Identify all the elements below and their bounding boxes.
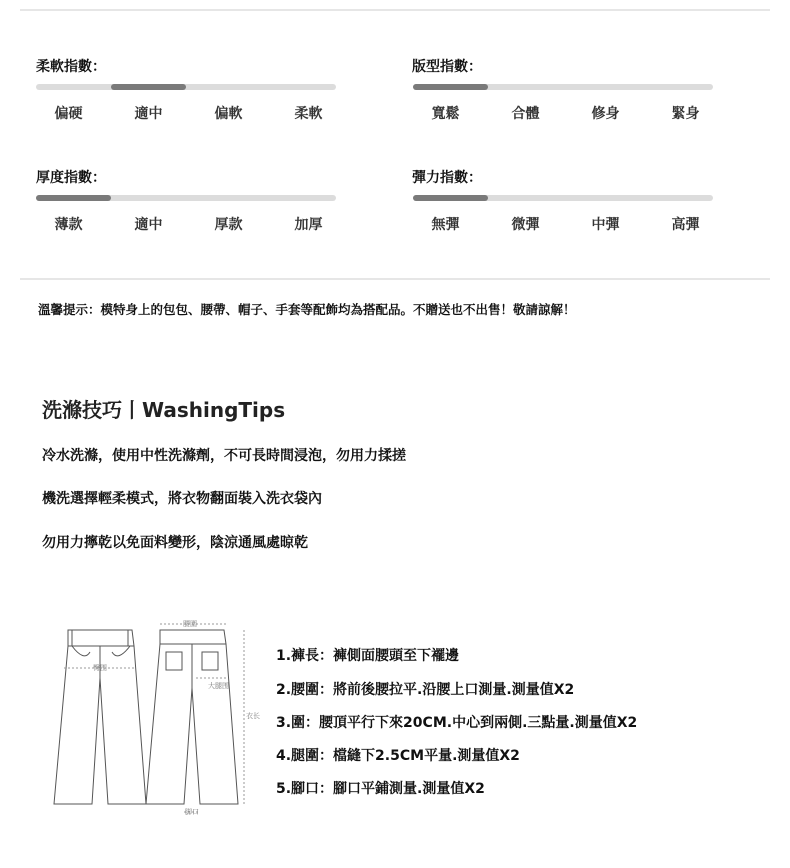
index-label: 厚款 xyxy=(214,217,243,233)
index-label: 偏硬 xyxy=(54,106,83,122)
index-track xyxy=(36,195,336,201)
washing-line: 機洗選擇輕柔模式，將衣物翻面裝入洗衣袋內 xyxy=(42,491,322,507)
index-label: 適中 xyxy=(134,106,163,122)
index-track xyxy=(413,195,713,201)
index-title: 柔軟指數： xyxy=(36,59,106,75)
notice-text: 溫馨提示：模特身上的包包、腰帶、帽子、手套等配飾均為搭配品。不贈送也不出售！敬請諒解！ xyxy=(38,302,576,317)
index-title: 彈力指數： xyxy=(412,170,482,186)
measurement-item: 5.腳口：腳口平鋪測量.測量值X2 xyxy=(276,781,485,797)
index-label: 合體 xyxy=(511,106,540,122)
measurement-item: 3.圍：腰頂平行下來20CM.中心到兩側.三點量.測量值X2 xyxy=(276,715,638,731)
index-label: 緊身 xyxy=(671,106,700,122)
index-label: 寬鬆 xyxy=(431,106,460,122)
length-label: 衣长 xyxy=(246,712,260,720)
pants-front-icon xyxy=(54,630,146,804)
index-label: 加厚 xyxy=(294,217,323,233)
index-label: 中彈 xyxy=(591,217,620,233)
measurement-item: 1.褲長：褲側面腰頭至下襬邊 xyxy=(276,648,460,664)
thigh-label: 大腿围 xyxy=(208,682,229,690)
hip-label: 臀围 xyxy=(93,664,107,672)
washing-line: 冷水洗滌，使用中性洗滌劑，不可長時間浸泡，勿用力揉搓 xyxy=(42,448,406,464)
index-label: 適中 xyxy=(134,217,163,233)
index-level-fill xyxy=(413,84,488,90)
index-title: 厚度指數： xyxy=(36,170,106,186)
index-title: 版型指數： xyxy=(412,59,482,75)
washing-title: 洗滌技巧丨WashingTips xyxy=(42,398,286,422)
measurement-item: 2.腰圍：將前後腰拉平.沿腰上口測量.測量值X2 xyxy=(276,682,575,698)
index-label: 無彈 xyxy=(431,217,460,233)
index-track xyxy=(413,84,713,90)
index-track xyxy=(36,84,336,90)
washing-line: 勿用力擰乾以免面料變形，陰涼通風處晾乾 xyxy=(42,535,308,551)
hem-label: 脚口 xyxy=(185,808,199,816)
index-label: 高彈 xyxy=(671,217,700,233)
pants-back-icon xyxy=(146,624,244,812)
index-label: 薄款 xyxy=(54,217,83,233)
index-level-fill xyxy=(111,84,186,90)
waist-label: 腰圍 xyxy=(183,620,197,628)
index-label: 偏軟 xyxy=(214,106,243,122)
measurement-item: 4.腿圍：檔縫下2.5CM平量.測量值X2 xyxy=(276,748,520,764)
index-label: 柔軟 xyxy=(294,106,323,122)
middle-divider xyxy=(20,278,770,280)
index-level-fill xyxy=(36,195,111,201)
index-label: 微彈 xyxy=(511,217,540,233)
index-label: 修身 xyxy=(591,106,620,122)
top-divider xyxy=(20,9,770,11)
index-level-fill xyxy=(413,195,488,201)
pants-measurement-diagram xyxy=(50,618,260,818)
